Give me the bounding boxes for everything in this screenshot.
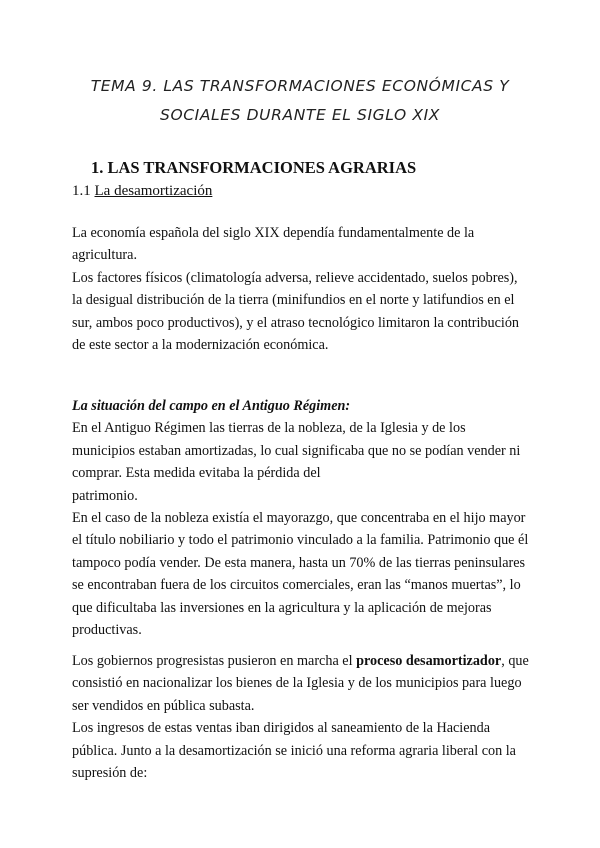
proceso-paragraph-2: Los ingresos de estas ventas iban dirigidos al saneamiento de la Hacienda pública. Junto a la desamortización se inició una reforma agraria liberal con la supresión de: <box>72 720 516 782</box>
intro-block <box>72 222 530 356</box>
section-heading: 1. LAS TRANSFORMACIONES AGRARIAS <box>91 158 417 177</box>
title-line-2: SOCIALES DURANTE EL SIGLO XIX <box>160 106 440 124</box>
antiguo-regimen-paragraph-2: En el caso de la nobleza existía el mayorazgo, que concentraba en el hijo mayor el título nobiliario y todo el patrimonio vinculado a la familia. Patrimonio que él tampoco podía vender. De esta manera, hasta un 70% de las tierras peninsulares se encontraban fuera de los circuitos comerciales, eran las “manos muertas”, lo que dificultaba las inversiones en la agricultura y la aplicación de mejoras productivas. <box>72 510 529 639</box>
antiguo-regimen-paragraph-1: En el Antiguo Régimen las tierras de la nobleza, de la Iglesia y de los municipios estaban amortizadas, lo cual significaba que no se podían vender ni comprar. Esta medida evitaba la pérdida del <box>72 420 521 482</box>
proceso-paragraph-1 <box>72 650 530 717</box>
antiguo-regimen-block <box>72 395 530 641</box>
proceso-text-start: Los gobiernos progresistas pusieron en marcha el <box>72 653 357 669</box>
page-title <box>60 72 540 130</box>
proceso-desamortizador-term: proceso desamortizador <box>356 653 502 669</box>
subsection-title: La desamortización <box>94 183 213 199</box>
title-line-1: TEMA 9. LAS TRANSFORMACIONES ECONÓMICAS Y <box>90 77 510 95</box>
intro-paragraph-2: Los factores físicos (climatología adversa, relieve accidentado, suelos pobres), la desigual distribución de la tierra (minifundios en el norte y latifundios en el sur, ambos poco productivos), y el atraso tecnológico limitaron la contribución de este sector a la modernización económica. <box>72 269 520 354</box>
intro-paragraph-1: La economía española del siglo XIX dependía fundamentalmente de la agricultura. <box>72 225 475 264</box>
proceso-text-end: , que consistió en nacionalizar los bienes de la Iglesia y de los municipios para luego ser vendidos en pública subasta. <box>72 653 529 714</box>
antiguo-regimen-paragraph-1-end: patrimonio. <box>72 487 138 504</box>
antiguo-regimen-heading: La situación del campo en el Antiguo Régimen: <box>72 398 351 414</box>
subsection-number: 1.1 <box>72 183 95 199</box>
proceso-block <box>72 650 530 784</box>
subsection-heading <box>72 183 212 200</box>
